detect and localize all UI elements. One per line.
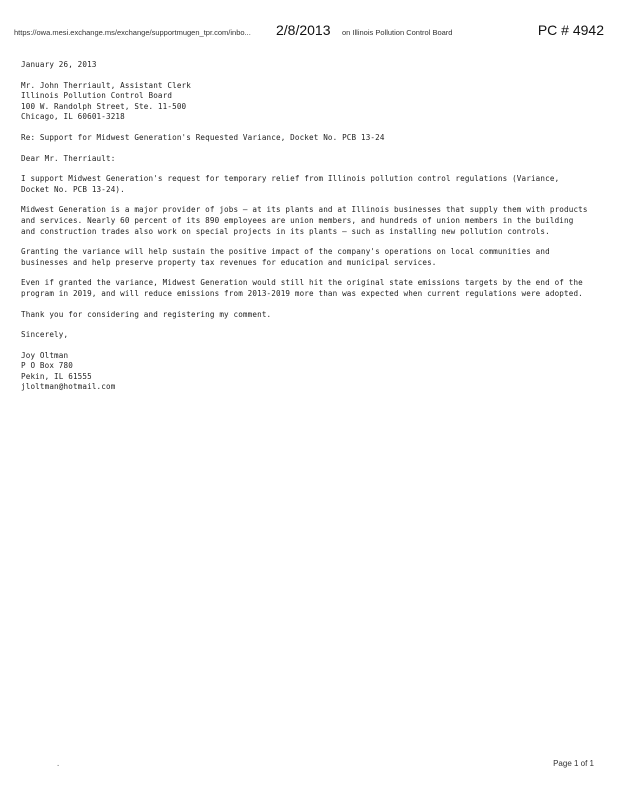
paragraph: Midwest Generation is a major provider of jobs — at its plants and at Illinois businesses that supply them with products and services. Nearly 60 percent of its 890 employees are union members, and hundreds of union members in the building and construction trades also work on special projects in its plants — such as installing new pollution controls. [21, 205, 588, 236]
signature-line: Joy Oltman [21, 350, 69, 360]
salutation: Dear Mr. Therriault: [21, 153, 116, 163]
paragraph: Thank you for considering and registering my comment. [21, 309, 272, 319]
header-url: https://owa.mesi.exchange.ms/exchange/supportmugen_tpr.com/inbo... [14, 28, 251, 37]
paragraph: Granting the variance will help sustain the positive impact of the company's operations on local communities and businesses and help preserve property tax revenues for education and municipal services. [21, 247, 550, 267]
footer-mark: . [56, 760, 61, 768]
recipient-line: Illinois Pollution Control Board [21, 91, 173, 101]
signature-line: Pekin, IL 61555 [21, 371, 92, 381]
recipient-line: Mr. John Therriault, Assistant Clerk [21, 80, 191, 90]
recipient-line: 100 W. Randolph Street, Ste. 11-500 [21, 101, 187, 111]
header-date: 2/8/2013 [276, 22, 331, 38]
pc-number: PC # 4942 [537, 22, 604, 38]
letter-body [21, 60, 591, 393]
signature-line: P O Box 780 [21, 361, 73, 371]
page-number: Page 1 of 1 [553, 759, 594, 768]
recipient-address [21, 81, 591, 123]
signature-block [21, 351, 591, 393]
paragraph: Even if granted the variance, Midwest Generation would still hit the original state emissions targets by the end of the program in 2019, and will reduce emissions from 2013-2019 more than was expected when current regulations were adopted. [21, 278, 583, 298]
header-url-tail: on Illinois Pollution Control Board [342, 28, 453, 37]
recipient-line: Chicago, IL 60601-3218 [21, 112, 125, 122]
paragraph: I support Midwest Generation's request for temporary relief from Illinois pollution control regulations (Variance, Docket No. PCB 13-24). [21, 174, 560, 194]
closing: Sincerely, [21, 330, 69, 340]
subject-line: Re: Support for Midwest Generation's Requested Variance, Docket No. PCB 13-24 [21, 132, 385, 142]
signature-line: jloltman@hotmail.com [21, 382, 116, 392]
letter-date: January 26, 2013 [21, 60, 97, 69]
print-header [14, 22, 604, 44]
